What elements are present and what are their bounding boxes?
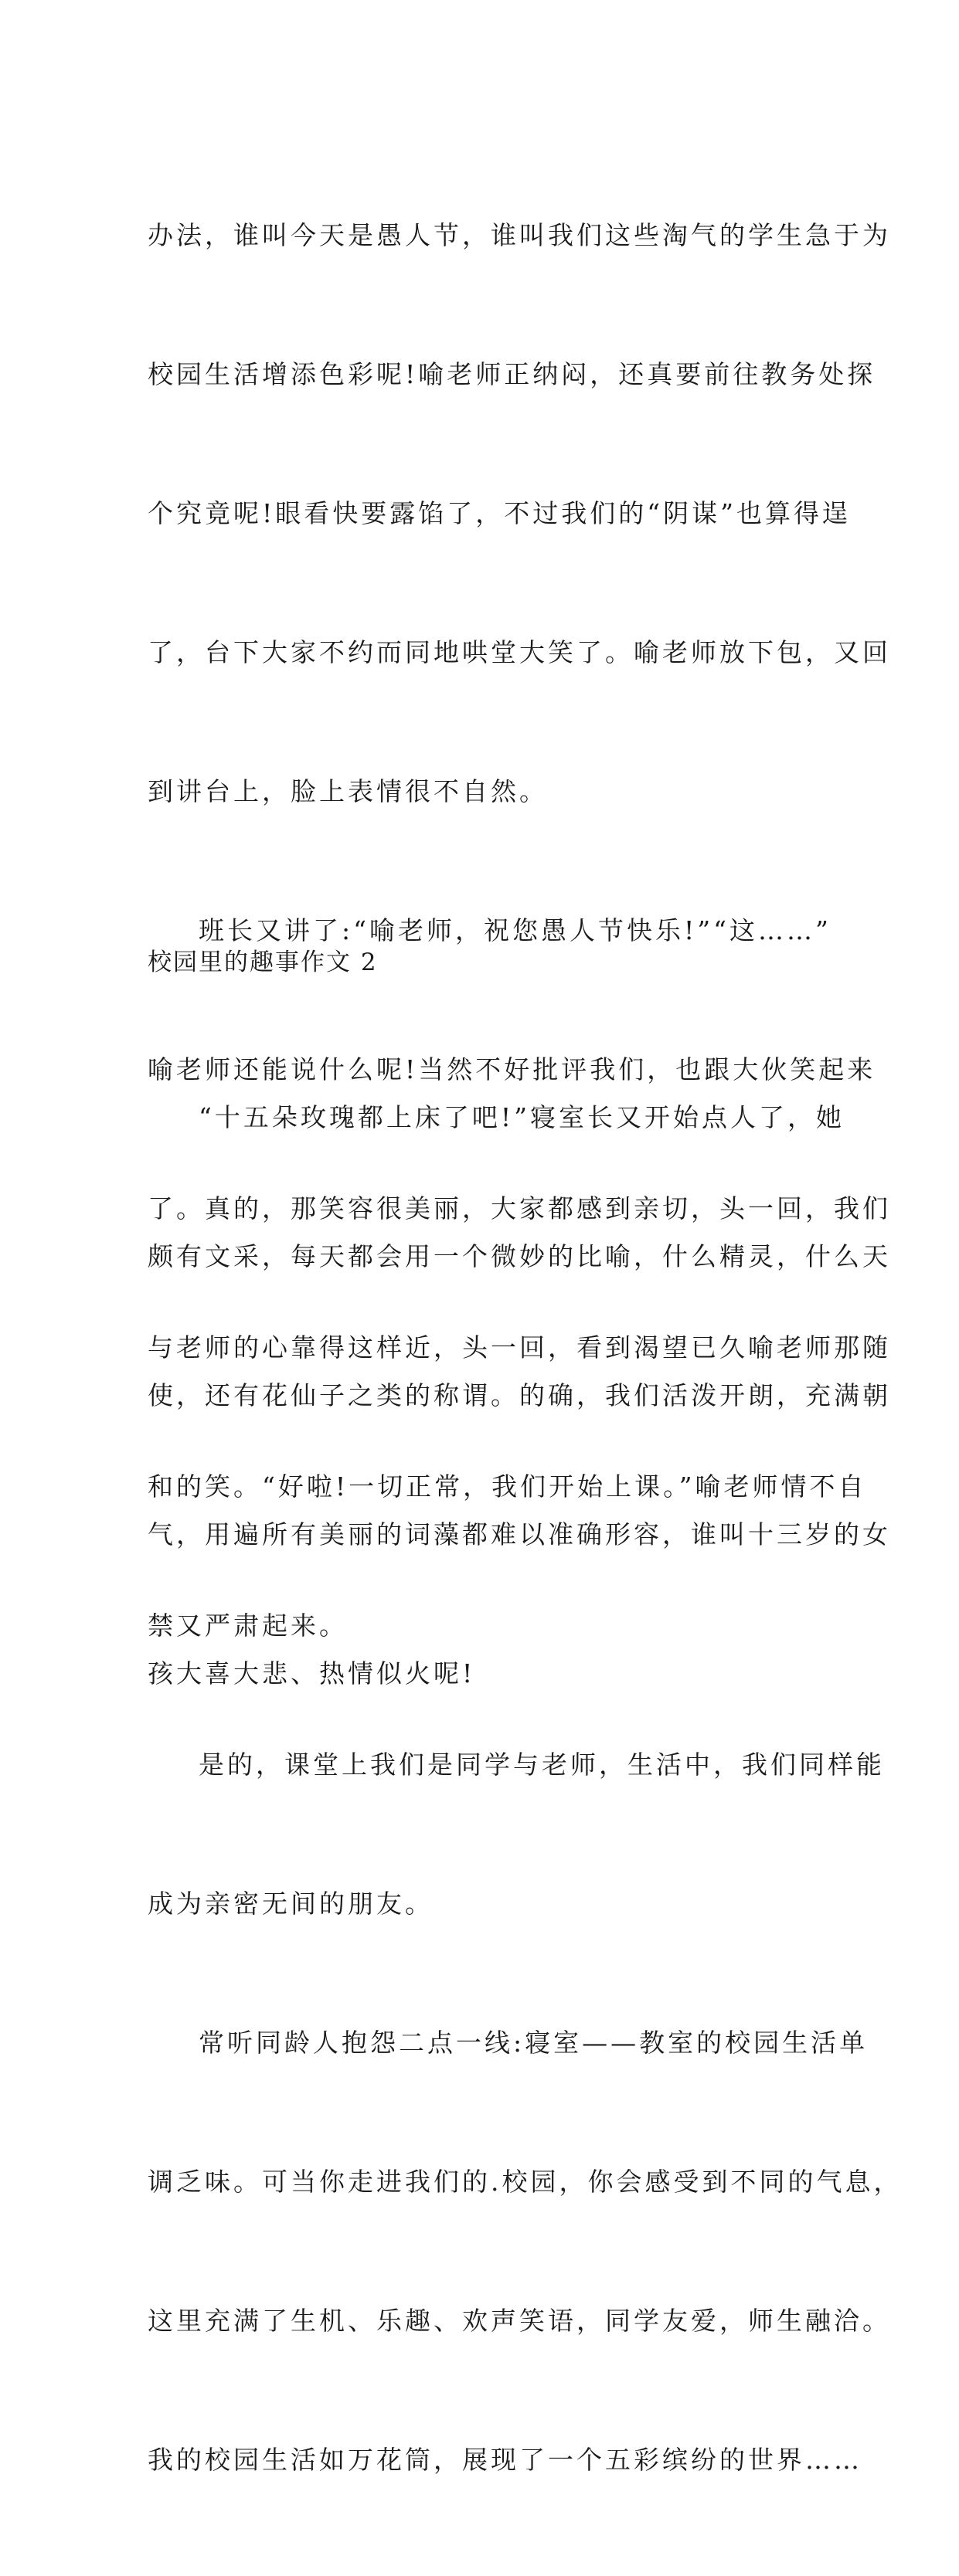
essay-line: 这里充满了生机、乐趣、欢声笑语，同学友爱，师生融洽。 bbox=[148, 2306, 891, 2336]
essay-line: 与老师的心靠得这样近，头一回，看到渴望已久喻老师那随 bbox=[148, 1332, 891, 1363]
essay-line: 调乏味。可当你走进我们的.校园，你会感受到不同的气息， bbox=[148, 2167, 903, 2197]
essay-line: 了。真的，那笑容很美丽，大家都感到亲切，头一回，我们 bbox=[148, 1193, 891, 1224]
essay-line: 和的笑。“好啦!一切正常，我们开始上课。”喻老师情不自 bbox=[148, 1471, 867, 1502]
essay-line: 气，用遍所有美丽的词藻都难以准确形容，谁叫十三岁的女 bbox=[148, 1519, 891, 1549]
essay-line: 我的校园生活如万花筒，展现了一个五彩缤纷的世界…… bbox=[148, 2445, 862, 2475]
essay-line: 禁又严肃起来。 bbox=[148, 1610, 348, 1641]
essay-line: 个究竟呢!眼看快要露馅了，不过我们的“阴谋”也算得逞 bbox=[148, 498, 852, 528]
essay-line: 颇有文采，每天都会用一个微妙的比喻，什么精灵，什么天 bbox=[148, 1241, 891, 1271]
paragraph-start-line: 常听同龄人抱怨二点一线:寝室——教室的校园生活单 bbox=[199, 2028, 869, 2058]
paragraph-start-line: “十五朵玫瑰都上床了吧!”寝室长又开始点人了，她 bbox=[199, 1102, 845, 1132]
essay-line: 校园生活增添色彩呢!喻老师正纳闷，还真要前往教务处探 bbox=[148, 359, 876, 389]
paragraph-start-line: 是的，课堂上我们是同学与老师，生活中，我们同样能 bbox=[199, 1750, 885, 1780]
essay-line: 到讲台上，脸上表情很不自然。 bbox=[148, 776, 548, 806]
paragraph-start-line: 班长又讲了:“喻老师，祝您愚人节快乐!”“这……” bbox=[199, 915, 831, 945]
essay-line: 使，还有花仙子之类的称谓。的确，我们活泼开朗，充满朝 bbox=[148, 1380, 891, 1410]
essay-2-title: 校园里的趣事作文 2 bbox=[148, 949, 378, 976]
essay-2-body bbox=[148, 1002, 891, 1790]
essay-line: 成为亲密无间的朋友。 bbox=[148, 1889, 434, 1919]
essay-line: 喻老师还能说什么呢!当然不好批评我们，也跟大伙笑起来 bbox=[148, 1054, 876, 1084]
essay-line: 办法，谁叫今天是愚人节，谁叫我们这些淘气的学生急于为 bbox=[148, 220, 891, 250]
essay-line: 了，台下大家不约而同地哄堂大笑了。喻老师放下包，又回 bbox=[148, 637, 891, 667]
essay-line: 孩大喜大悲、热情似火呢! bbox=[148, 1658, 476, 1688]
